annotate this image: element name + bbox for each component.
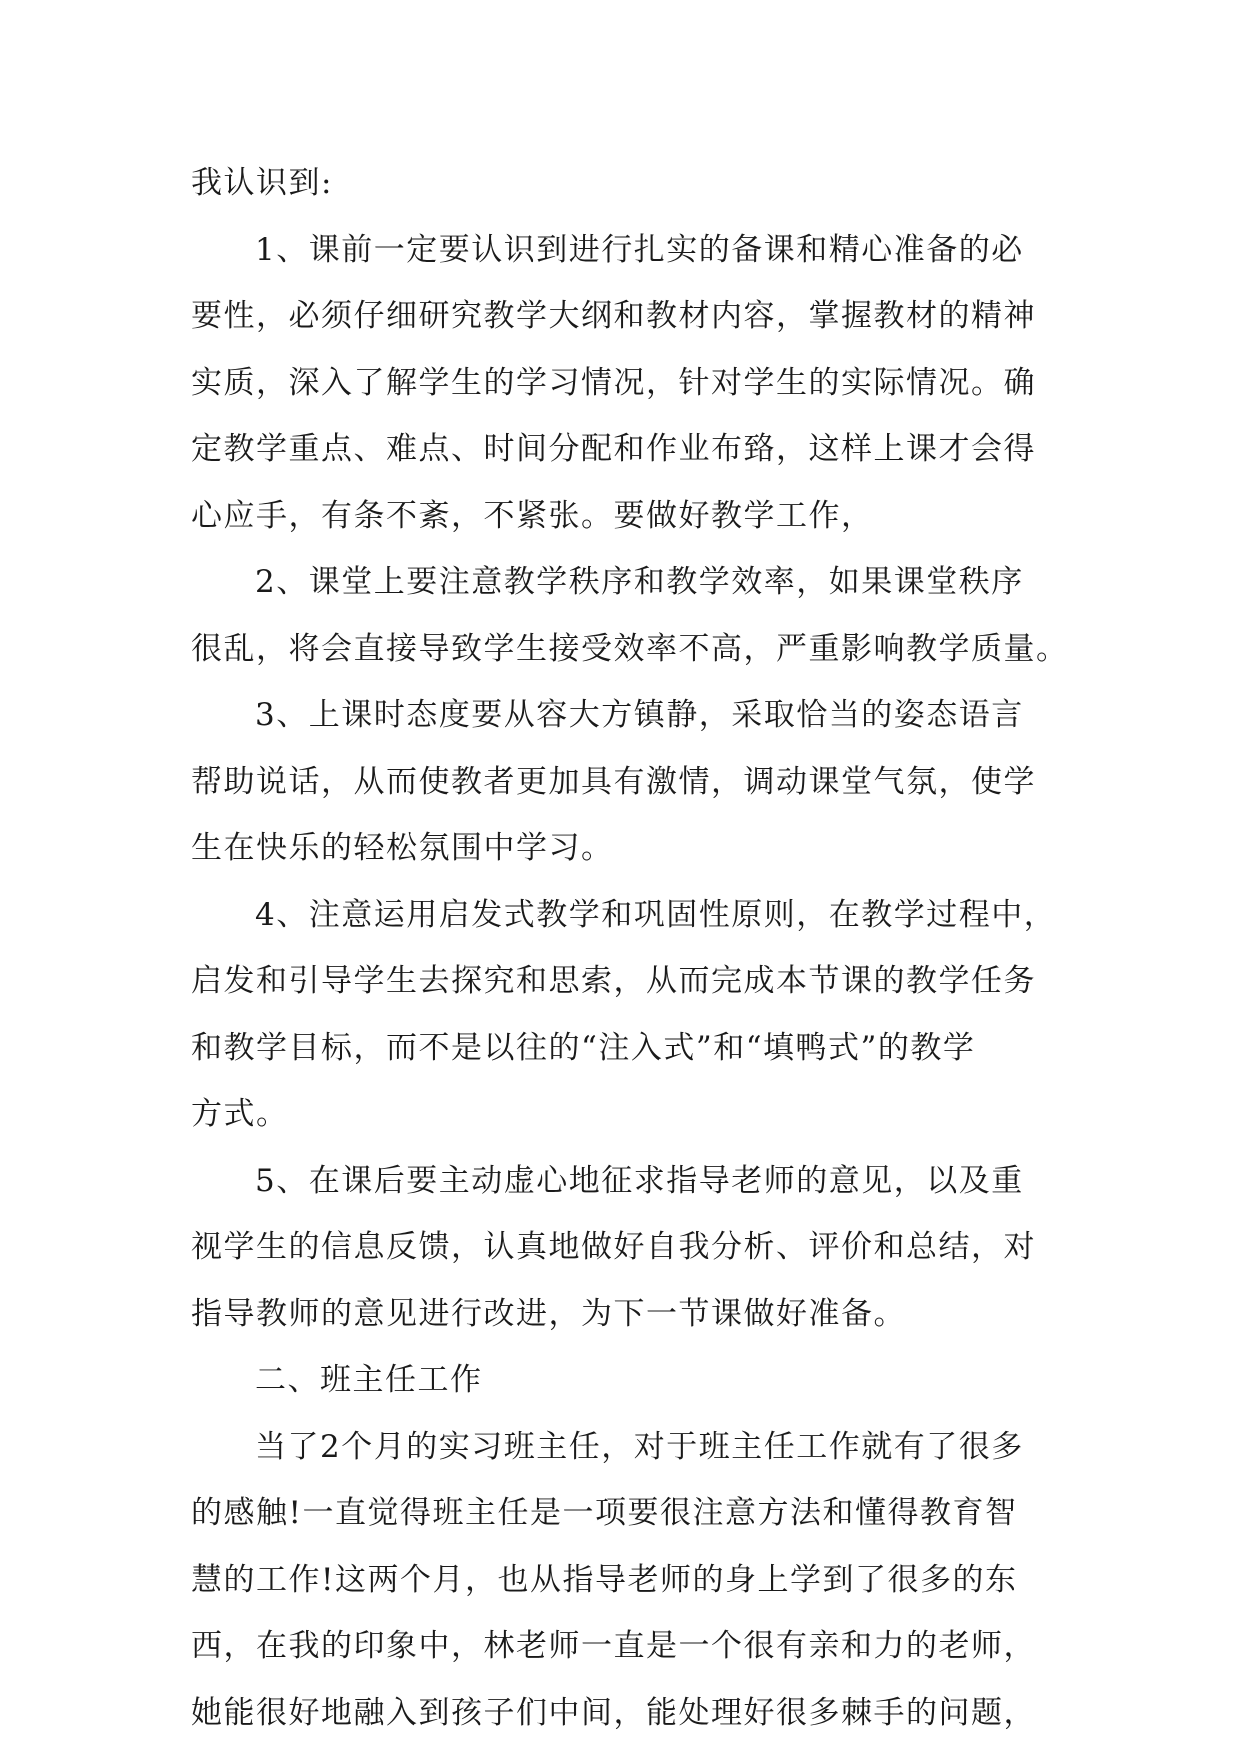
text-line: 视学生的信息反馈，认真地做好自我分析、评价和总结，对 <box>191 1229 1036 1265</box>
text-line: 很乱，将会直接导致学生接受效率不高，严重影响教学质量。 <box>191 630 1069 667</box>
text-line: 帮助说话，从而使教者更加具有激情，调动课堂气氛，使学 <box>191 763 1036 800</box>
text-line: 慧的工作!这两个月，也从指导老师的身上学到了很多的东 <box>191 1561 1018 1598</box>
text-line: 方式。 <box>191 1096 289 1132</box>
text-line: 3、上课时态度要从容大方镇静，采取恰当的姿态语言 <box>255 697 1024 733</box>
text-line: 当了2个月的实习班主任，对于班主任工作就有了很多 <box>255 1428 1024 1465</box>
text-line: 4、注意运用启发式教学和巩固性原则，在教学过程中， <box>255 896 1057 933</box>
text-line: 的感触!一直觉得班主任是一项要很注意方法和懂得教育智 <box>191 1495 1018 1531</box>
text-line: 定教学重点、难点、时间分配和作业布臵，这样上课才会得 <box>191 431 1036 467</box>
text-line: 5、在课后要主动虚心地征求指导老师的意见，以及重 <box>255 1162 1024 1199</box>
text-line: 和教学目标，而不是以往的“注入式”和“填鸭式”的教学 <box>191 1029 976 1066</box>
text-line: 指导教师的意见进行改进，为下一节课做好准备。 <box>191 1295 906 1332</box>
text-line: 2、课堂上要注意教学秩序和教学效率，如果课堂秩序 <box>255 564 1024 600</box>
document-page <box>191 150 1069 1746</box>
text-line: 实质，深入了解学生的学习情况，针对学生的实际情况。确 <box>191 364 1036 401</box>
text-line: 1、课前一定要认识到进行扎实的备课和精心准备的必 <box>255 231 1024 268</box>
text-line: 要性，必须仔细研究教学大纲和教材内容，掌握教材的精神 <box>191 298 1036 334</box>
text-line: 启发和引导学生去探究和思索，从而完成本节课的教学任务 <box>191 963 1036 999</box>
text-line: 西，在我的印象中，林老师一直是一个很有亲和力的老师， <box>191 1628 1036 1664</box>
text-line: 她能很好地融入到孩子们中间，能处理好很多棘手的问题， <box>191 1694 1036 1731</box>
section-heading: 二、班主任工作 <box>255 1362 483 1398</box>
text-line: 心应手，有条不紊，不紧张。要做好教学工作， <box>191 497 874 534</box>
text-line: 我认识到: <box>191 165 333 201</box>
text-line: 生在快乐的轻松氛围中学习。 <box>191 830 614 866</box>
